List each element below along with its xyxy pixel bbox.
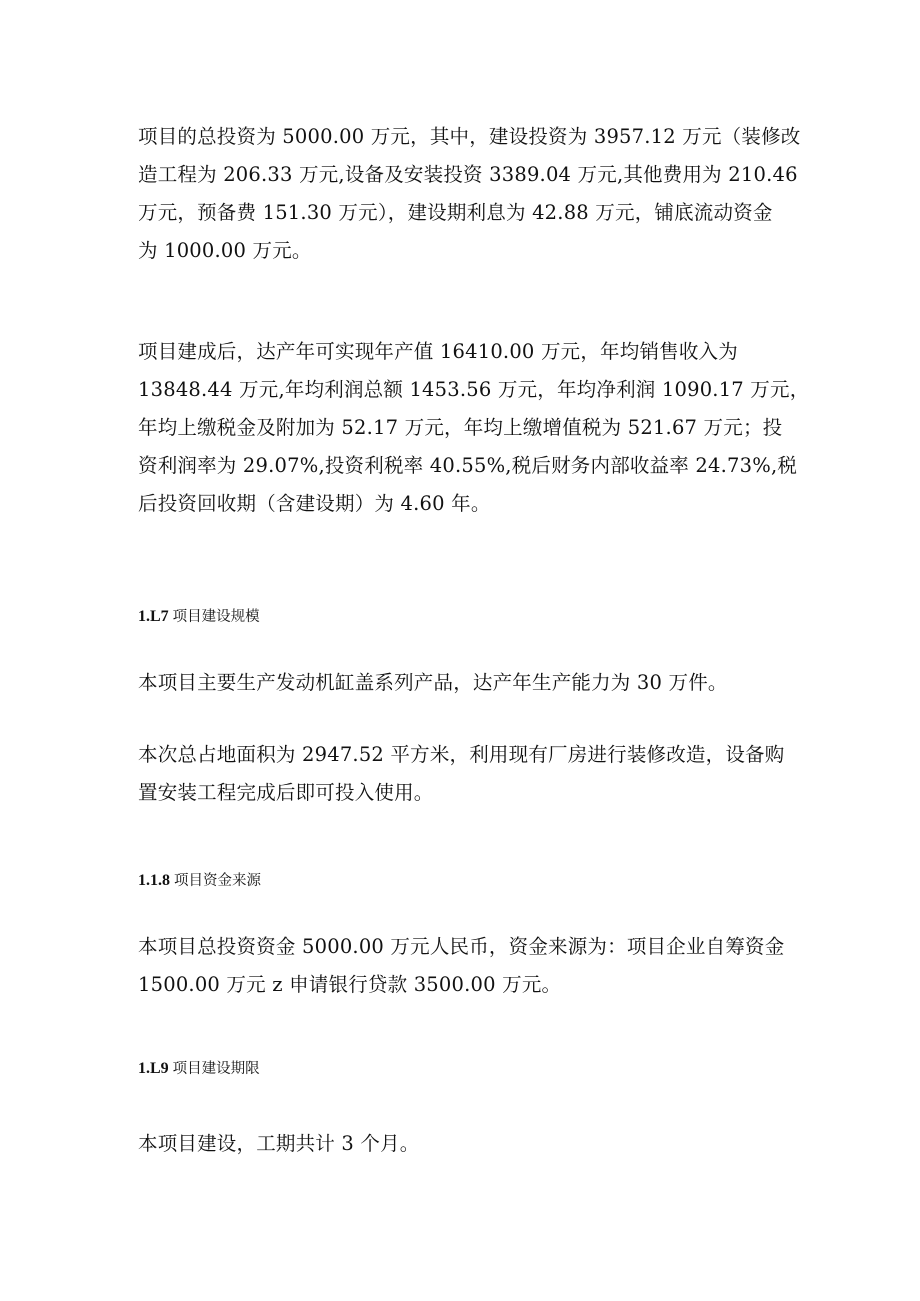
text-line: 本项目建设，工期共计 3 个月。: [138, 1132, 420, 1155]
paragraph-funding: [138, 928, 790, 1004]
section-title: 项目建设规模: [172, 609, 260, 625]
section-heading-scale: [138, 605, 260, 628]
paragraph-scale-products: [138, 664, 790, 702]
paragraph-returns: [138, 333, 810, 523]
text-line: 本次总占地面积为 2947.52 平方米，利用现有厂房进行装修改造，设备购: [138, 743, 785, 766]
section-title: 项目建设期限: [172, 1061, 260, 1077]
section-number: 1.L9: [138, 1060, 169, 1077]
text-line: 资利润率为 29.07%,投资利税率 40.55%,税后财务内部收益率 24.73%,税: [138, 454, 798, 477]
section-heading-funding: [138, 869, 261, 892]
text-line: 本项目总投资资金 5000.00 万元人民币，资金来源为：项目企业自筹资金: [138, 935, 785, 958]
text-line: 后投资回收期（含建设期）为 4.60 年。: [138, 492, 491, 515]
text-line: 项目建成后，达产年可实现年产值 16410.00 万元，年均销售收入为: [138, 340, 738, 363]
text-line: 1500.00 万元 z 申请银行贷款 3500.00 万元。: [138, 973, 562, 996]
section-heading-period: [138, 1057, 260, 1080]
paragraph-period: [138, 1125, 790, 1163]
text-line: 万元，预备费 151.30 万元），建设期利息为 42.88 万元，铺底流动资金: [138, 201, 773, 224]
text-line: 年均上缴税金及附加为 52.17 万元，年均上缴增值税为 521.67 万元；投: [138, 416, 783, 439]
text-line: 13848.44 万元,年均利润总额 1453.56 万元，年均净利润 1090.17 万元，: [138, 378, 810, 401]
section-number: 1.L7: [138, 608, 169, 625]
section-number: 1.1.8: [138, 872, 170, 889]
text-line: 本项目主要生产发动机缸盖系列产品，达产年生产能力为 30 万件。: [138, 671, 728, 694]
paragraph-investment: [138, 118, 801, 270]
text-line: 造工程为 206.33 万元,设备及安装投资 3389.04 万元,其他费用为 210.46: [138, 163, 798, 186]
section-title: 项目资金来源: [174, 873, 261, 889]
text-line: 为 1000.00 万元。: [138, 239, 312, 262]
text-line: 项目的总投资为 5000.00 万元，其中，建设投资为 3957.12 万元（装修改: [138, 125, 801, 148]
text-line: 置安装工程完成后即可投入使用。: [138, 781, 434, 804]
paragraph-scale-area: [138, 736, 790, 812]
